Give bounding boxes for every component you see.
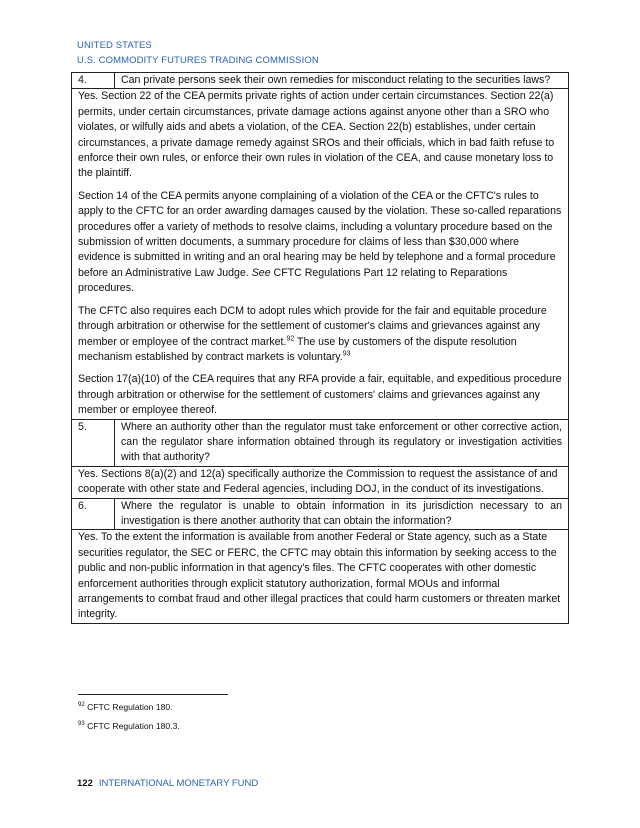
question-row-5 [72,419,569,466]
answer-paragraph: Section 17(a)(10) of the CEA requires that any RFA provide a fair, equitable, and expeditious procedure through arbitration or otherwise for the settlement of customers' claims and grievances against any member or employee thereof. [78,373,562,417]
questionnaire-table [71,72,569,624]
question-number: 5. [72,419,115,466]
answer-text: The CFTC also requires each DCM to adopt rules which provide for the fair and equitable procedure through arbitration or otherwise for the settlement of customer's claims and grievances against any member or employee of the contract market. [78,304,547,348]
question-text: Can private persons seek their own remedies for misconduct relating to the securities laws? [115,73,569,89]
footnote-marker: 93 [78,721,85,728]
see-reference: See [251,266,271,279]
answer-text: CFTC Regulations Part 12 relating to Reparations procedures. [78,266,508,295]
question-number: 6. [72,498,115,530]
answer-paragraph [78,304,562,366]
footnote-separator [78,694,228,695]
running-header-country: UNITED STATES [77,40,152,51]
answer-cell [72,530,569,623]
page-number: 122 [77,778,93,789]
answer-paragraph: Yes. Sections 8(a)(2) and 12(a) specifically authorize the Commission to request the assistance of and cooperate with other state and Federal agencies, including DOJ, in the conduct of its investigations. [78,467,558,496]
question-text: Where an authority other than the regulator must take enforcement or other corrective action, can the regulator share information obtained through its regulatory or investigation activities with that authority? [115,419,569,466]
footnote [78,721,180,731]
answer-cell [72,89,569,419]
answer-paragraph: Yes. To the extent the information is available from another Federal or State agency, such as a State securities regulator, the SEC or FERC, the CFTC may obtain this information by seeking access to the public and non-public information in that agency's files. The CFTC cooperates with other domestic enforcement authorities through explicit statutory authorization, formal MOUs and informal arrangements to combat fraud and other illegal practices that could harm customers or threaten market integrity. [78,531,561,621]
answer-paragraph: Yes. Section 22 of the CEA permits private rights of action under certain circumstances. Section 22(a) permits, under certain circumstances, private damage actions against anyone other than a SRO who violates, or wilfully aids and abets a violation, of the CEA. Section 22(b) establishes, under certain circumstances, a private damage remedy against SROs and their officials, which in bad faith refuse to enforce their own rules, or enforce their own rules in violation of the CEA, and cause monetary loss to the plaintiff. [78,90,555,180]
footnote-text: CFTC Regulation 180.3. [87,721,180,731]
footnote-ref[interactable]: 92 [286,334,295,342]
footnote-text: CFTC Regulation 180. [87,702,173,712]
footnote-marker: 92 [78,702,85,709]
footnote-ref[interactable]: 93 [342,350,351,358]
running-header-agency: U.S. COMMODITY FUTURES TRADING COMMISSION [77,55,319,66]
answer-row-5 [72,466,569,498]
question-number: 4. [72,73,115,89]
publisher-name: INTERNATIONAL MONETARY FUND [98,778,259,789]
page-footer [77,778,258,789]
question-text: Where the regulator is unable to obtain information in its jurisdiction necessary to an investigation is there another authority that can obtain the information? [115,498,569,530]
answer-row-6 [72,530,569,623]
question-row-4 [72,73,569,89]
answer-text: Section 14 of the CEA permits anyone complaining of a violation of the CEA or the CFTC's rules to apply to the CFTC for an order awarding damages caused by the violation. These so-called reparations procedures offer a variety of methods to resolve claims, including a voluntary procedure based on the submission of written documents, a summary procedure for claims of less than $30,000 where evidence is submitted in writing and an oral hearing may be held by telephone and a formal procedure before an Administrative Law Judge. [78,189,562,279]
footnote [78,702,173,712]
answer-cell [72,466,569,498]
answer-row-4 [72,89,569,419]
answer-text: The use by customers of the dispute resolution mechanism established by contract markets is voluntary. [78,335,517,363]
question-row-6 [72,498,569,530]
answer-paragraph [78,189,562,297]
